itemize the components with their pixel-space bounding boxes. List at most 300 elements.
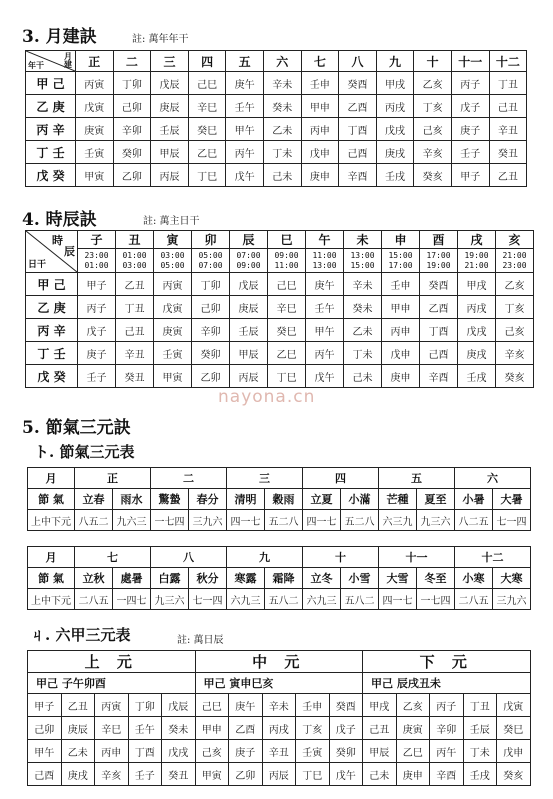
solar-term: 大寒 bbox=[493, 568, 531, 589]
solar-term: 處暑 bbox=[113, 568, 151, 589]
table-cell: 丁巳 bbox=[296, 763, 330, 786]
table-cell: 癸亥 bbox=[414, 164, 452, 187]
hour-table bbox=[25, 230, 534, 388]
table-cell: 乙未 bbox=[344, 319, 382, 342]
solar-term: 立秋 bbox=[75, 568, 113, 589]
table-cell: 乙丑 bbox=[489, 164, 527, 187]
table-cell: 丙戌 bbox=[458, 296, 496, 319]
solar-term: 小雪 bbox=[341, 568, 379, 589]
table-cell: 丁丑 bbox=[116, 296, 154, 319]
table-cell: 戊辰 bbox=[162, 694, 196, 717]
table-cell: 癸未 bbox=[263, 95, 301, 118]
table-cell: 庚午 bbox=[226, 72, 264, 95]
sanyuan-number: 九六三 bbox=[113, 510, 151, 531]
solar-term: 立冬 bbox=[303, 568, 341, 589]
subsection-note-sixjia: 註: 萬日辰 bbox=[177, 635, 224, 646]
table-cell: 庚辰 bbox=[230, 296, 268, 319]
table-cell: 丙午 bbox=[226, 141, 264, 164]
table-cell: 辛巳 bbox=[95, 717, 129, 740]
table-row bbox=[26, 95, 527, 118]
month-table bbox=[25, 50, 527, 187]
row-label: 丙 辛 bbox=[26, 319, 78, 342]
table-cell: 丙寅 bbox=[95, 694, 129, 717]
time-range: 11:00 13:00 bbox=[306, 249, 344, 273]
table-cell: 丁亥 bbox=[296, 717, 330, 740]
table-cell: 己未 bbox=[344, 365, 382, 388]
table-cell: 甲申 bbox=[382, 296, 420, 319]
table-row bbox=[26, 118, 527, 141]
table-cell: 辛卯 bbox=[430, 717, 464, 740]
month-header: 正 bbox=[76, 51, 114, 72]
table-cell: 癸巳 bbox=[268, 319, 306, 342]
time-range: 05:00 07:00 bbox=[192, 249, 230, 273]
table-cell: 乙卯 bbox=[192, 365, 230, 388]
table-cell: 辛未 bbox=[262, 694, 296, 717]
table-cell: 辛亥 bbox=[95, 763, 129, 786]
table-cell: 甲辰 bbox=[151, 141, 189, 164]
month-header: 四 bbox=[303, 468, 379, 489]
table-cell: 甲戌 bbox=[363, 694, 397, 717]
table-cell: 癸巳 bbox=[188, 118, 226, 141]
sanyuan-number: 五八二 bbox=[265, 589, 303, 610]
table-cell: 丁丑 bbox=[489, 72, 527, 95]
time-range: 21:00 23:00 bbox=[496, 249, 534, 273]
table-cell: 辛巳 bbox=[268, 296, 306, 319]
month-header: 四 bbox=[188, 51, 226, 72]
table-cell: 己酉 bbox=[339, 141, 377, 164]
table-cell: 己丑 bbox=[116, 319, 154, 342]
month-header: 正 bbox=[75, 468, 151, 489]
yuan-subheader: 甲己 寅申巳亥 bbox=[195, 673, 363, 694]
yuan-header: 中 元 bbox=[195, 651, 363, 673]
time-range: 23:00 01:00 bbox=[78, 249, 116, 273]
table-cell: 丙戌 bbox=[376, 95, 414, 118]
table-cell: 庚申 bbox=[396, 763, 430, 786]
time-range: 03:00 05:00 bbox=[154, 249, 192, 273]
table-cell: 丁酉 bbox=[339, 118, 377, 141]
table-row bbox=[28, 694, 531, 717]
hour-header: 亥 bbox=[496, 231, 534, 249]
table-row bbox=[26, 273, 534, 296]
sanyuan-number: 五二八 bbox=[265, 510, 303, 531]
solar-term: 芒種 bbox=[379, 489, 417, 510]
table-row bbox=[26, 365, 534, 388]
table-cell: 壬戌 bbox=[463, 763, 497, 786]
month-header: 七 bbox=[75, 547, 151, 568]
sanyuan-number: 五二八 bbox=[341, 510, 379, 531]
table-cell: 癸酉 bbox=[339, 72, 377, 95]
table-cell: 乙亥 bbox=[496, 273, 534, 296]
sanyuan-number: 五八二 bbox=[341, 589, 379, 610]
table-cell: 丙午 bbox=[306, 342, 344, 365]
month-header: 二 bbox=[151, 468, 227, 489]
time-range: 19:00 21:00 bbox=[458, 249, 496, 273]
table-cell: 甲戌 bbox=[376, 72, 414, 95]
row-label: 丁 壬 bbox=[26, 141, 76, 164]
table-cell: 丙戌 bbox=[262, 717, 296, 740]
month-header: 三 bbox=[227, 468, 303, 489]
table-cell: 辛酉 bbox=[420, 365, 458, 388]
table-row bbox=[26, 164, 527, 187]
table-cell: 戊戌 bbox=[376, 118, 414, 141]
month-header: 十一 bbox=[451, 51, 489, 72]
table-cell: 癸丑 bbox=[489, 141, 527, 164]
table-cell: 己丑 bbox=[363, 717, 397, 740]
table-cell: 丁巳 bbox=[188, 164, 226, 187]
jieqi-table-2 bbox=[27, 546, 531, 610]
table-cell: 壬戌 bbox=[458, 365, 496, 388]
table-cell: 辛酉 bbox=[430, 763, 464, 786]
solar-term: 大暑 bbox=[493, 489, 531, 510]
sanyuan-number: 八五二 bbox=[75, 510, 113, 531]
table-cell: 丙辰 bbox=[151, 164, 189, 187]
solar-term: 大雪 bbox=[379, 568, 417, 589]
solar-term: 雨水 bbox=[113, 489, 151, 510]
table-cell: 庚辰 bbox=[151, 95, 189, 118]
table-cell: 辛亥 bbox=[496, 342, 534, 365]
month-header: 八 bbox=[151, 547, 227, 568]
table-cell: 己亥 bbox=[195, 740, 229, 763]
row-label-sanyuan: 上中下元 bbox=[28, 510, 75, 531]
table-cell: 丙子 bbox=[451, 72, 489, 95]
month-header: 七 bbox=[301, 51, 339, 72]
table-cell: 壬寅 bbox=[76, 141, 114, 164]
table-cell: 丁亥 bbox=[414, 95, 452, 118]
jieqi-table-1 bbox=[27, 467, 531, 531]
time-range: 07:00 09:00 bbox=[230, 249, 268, 273]
hour-header: 辰 bbox=[230, 231, 268, 249]
row-label-sanyuan: 上中下元 bbox=[28, 589, 75, 610]
solar-term: 春分 bbox=[189, 489, 227, 510]
row-label: 甲 己 bbox=[26, 273, 78, 296]
table-cell: 辛巳 bbox=[188, 95, 226, 118]
time-range: 17:00 19:00 bbox=[420, 249, 458, 273]
table-cell: 甲申 bbox=[195, 717, 229, 740]
table-cell: 乙亥 bbox=[414, 72, 452, 95]
table-cell: 辛丑 bbox=[489, 118, 527, 141]
row-label: 戊 癸 bbox=[26, 164, 76, 187]
month-header: 六 bbox=[263, 51, 301, 72]
table-cell: 庚午 bbox=[229, 694, 263, 717]
table-cell: 辛卯 bbox=[192, 319, 230, 342]
table-cell: 壬辰 bbox=[230, 319, 268, 342]
hour-header: 巳 bbox=[268, 231, 306, 249]
sanyuan-number: 一七四 bbox=[151, 510, 189, 531]
solar-term: 小暑 bbox=[455, 489, 493, 510]
table-cell: 丁卯 bbox=[192, 273, 230, 296]
table-cell: 戊子 bbox=[78, 319, 116, 342]
table-cell: 辛卯 bbox=[113, 118, 151, 141]
month-header: 六 bbox=[455, 468, 531, 489]
table-cell: 戊申 bbox=[301, 141, 339, 164]
table-cell: 戊辰 bbox=[230, 273, 268, 296]
table-cell: 丁卯 bbox=[113, 72, 151, 95]
table-cell: 癸亥 bbox=[496, 365, 534, 388]
solar-term: 清明 bbox=[227, 489, 265, 510]
subsection-title-sixjia: ㄐ. 六甲三元表 bbox=[30, 626, 131, 644]
time-range: 09:00 11:00 bbox=[268, 249, 306, 273]
table-cell: 戊辰 bbox=[151, 72, 189, 95]
sanyuan-number: 六九三 bbox=[227, 589, 265, 610]
sanyuan-number: 四一七 bbox=[379, 589, 417, 610]
yuan-subheader: 甲己 辰戌丑未 bbox=[363, 673, 531, 694]
table-cell: 己酉 bbox=[28, 763, 62, 786]
table-cell: 己丑 bbox=[489, 95, 527, 118]
table-cell: 癸卯 bbox=[192, 342, 230, 365]
section-title-jieqi: 5. 節氣三元訣 bbox=[22, 418, 131, 438]
table-cell: 甲寅 bbox=[76, 164, 114, 187]
table-cell: 壬午 bbox=[128, 717, 162, 740]
month-header: 八 bbox=[339, 51, 377, 72]
table-cell: 庚子 bbox=[229, 740, 263, 763]
table-cell: 丁丑 bbox=[463, 694, 497, 717]
table-cell: 甲寅 bbox=[154, 365, 192, 388]
table-cell: 癸亥 bbox=[497, 763, 531, 786]
table-cell: 己亥 bbox=[414, 118, 452, 141]
sanyuan-number: 九三六 bbox=[151, 589, 189, 610]
table-cell: 壬戌 bbox=[376, 164, 414, 187]
table-cell: 甲辰 bbox=[363, 740, 397, 763]
table-cell: 庚子 bbox=[451, 118, 489, 141]
table-cell: 乙酉 bbox=[229, 717, 263, 740]
table-cell: 庚子 bbox=[78, 342, 116, 365]
solar-term: 夏至 bbox=[417, 489, 455, 510]
table-cell: 戊午 bbox=[329, 763, 363, 786]
month-header: 五 bbox=[226, 51, 264, 72]
table-cell: 癸丑 bbox=[162, 763, 196, 786]
section-note-month: 註: 萬年年干 bbox=[132, 34, 189, 45]
table-cell: 己酉 bbox=[420, 342, 458, 365]
row-label: 乙 庚 bbox=[26, 95, 76, 118]
hour-header: 未 bbox=[344, 231, 382, 249]
table-row bbox=[26, 296, 534, 319]
sanyuan-number: 六九三 bbox=[303, 589, 341, 610]
table-cell: 庚寅 bbox=[76, 118, 114, 141]
table-cell: 庚戌 bbox=[458, 342, 496, 365]
month-header: 二 bbox=[113, 51, 151, 72]
table-cell: 壬午 bbox=[226, 95, 264, 118]
sanyuan-number: 八二五 bbox=[455, 510, 493, 531]
table-cell: 壬辰 bbox=[463, 717, 497, 740]
row-label: 甲 己 bbox=[26, 72, 76, 95]
hour-header: 丑 bbox=[116, 231, 154, 249]
table-cell: 庚申 bbox=[301, 164, 339, 187]
table-cell: 乙亥 bbox=[396, 694, 430, 717]
subsection-title-jieqi: ト. 節氣三元表 bbox=[34, 443, 135, 461]
time-range: 15:00 17:00 bbox=[382, 249, 420, 273]
solar-term: 霜降 bbox=[265, 568, 303, 589]
table-cell: 丁酉 bbox=[128, 740, 162, 763]
hour-header: 酉 bbox=[420, 231, 458, 249]
table-row bbox=[26, 319, 534, 342]
table-cell: 甲戌 bbox=[458, 273, 496, 296]
row-label-jieqi: 節 氣 bbox=[28, 568, 75, 589]
table-row bbox=[28, 763, 531, 786]
solar-term: 驚蟄 bbox=[151, 489, 189, 510]
watermark: nayona.cn bbox=[218, 387, 316, 407]
table-corner: 月 建 年干 bbox=[26, 51, 76, 72]
table-cell: 庚戌 bbox=[376, 141, 414, 164]
solar-term: 冬至 bbox=[417, 568, 455, 589]
table-cell: 己亥 bbox=[496, 319, 534, 342]
table-cell: 乙巳 bbox=[396, 740, 430, 763]
table-row bbox=[28, 717, 531, 740]
table-cell: 乙巳 bbox=[188, 141, 226, 164]
row-label-jieqi: 節 氣 bbox=[28, 489, 75, 510]
hour-header: 午 bbox=[306, 231, 344, 249]
table-cell: 甲寅 bbox=[195, 763, 229, 786]
table-cell: 丁未 bbox=[344, 342, 382, 365]
table-cell: 乙巳 bbox=[268, 342, 306, 365]
solar-term: 穀雨 bbox=[265, 489, 303, 510]
table-cell: 辛酉 bbox=[339, 164, 377, 187]
sanyuan-number: 一七四 bbox=[417, 589, 455, 610]
table-cell: 丙午 bbox=[430, 740, 464, 763]
table-row bbox=[26, 342, 534, 365]
table-cell: 辛丑 bbox=[116, 342, 154, 365]
table-cell: 丁未 bbox=[263, 141, 301, 164]
table-cell: 己卯 bbox=[28, 717, 62, 740]
table-cell: 癸酉 bbox=[329, 694, 363, 717]
hour-header: 子 bbox=[78, 231, 116, 249]
sixjia-table bbox=[27, 650, 531, 786]
table-cell: 乙卯 bbox=[113, 164, 151, 187]
table-cell: 甲午 bbox=[306, 319, 344, 342]
table-cell: 丁亥 bbox=[496, 296, 534, 319]
table-cell: 丙申 bbox=[301, 118, 339, 141]
solar-term: 寒露 bbox=[227, 568, 265, 589]
table-cell: 丙申 bbox=[95, 740, 129, 763]
hour-header: 卯 bbox=[192, 231, 230, 249]
table-cell: 戊午 bbox=[226, 164, 264, 187]
month-header: 五 bbox=[379, 468, 455, 489]
table-cell: 乙未 bbox=[263, 118, 301, 141]
hour-header: 戌 bbox=[458, 231, 496, 249]
sanyuan-number: 三九六 bbox=[493, 589, 531, 610]
table-cell: 甲子 bbox=[78, 273, 116, 296]
solar-term: 立夏 bbox=[303, 489, 341, 510]
sanyuan-number: 二八五 bbox=[455, 589, 493, 610]
table-cell: 己巳 bbox=[188, 72, 226, 95]
table-cell: 庚申 bbox=[382, 365, 420, 388]
section-title-hour: 4. 時辰訣 bbox=[22, 210, 97, 230]
table-row bbox=[26, 141, 527, 164]
table-cell: 癸丑 bbox=[116, 365, 154, 388]
table-cell: 戊午 bbox=[306, 365, 344, 388]
month-header: 九 bbox=[376, 51, 414, 72]
table-cell: 壬辰 bbox=[151, 118, 189, 141]
table-cell: 壬寅 bbox=[154, 342, 192, 365]
month-header: 十 bbox=[414, 51, 452, 72]
table-cell: 丙辰 bbox=[262, 763, 296, 786]
table-cell: 壬午 bbox=[306, 296, 344, 319]
table-cell: 癸未 bbox=[162, 717, 196, 740]
yuan-header: 上 元 bbox=[28, 651, 196, 673]
table-cell: 甲午 bbox=[226, 118, 264, 141]
table-cell: 庚寅 bbox=[154, 319, 192, 342]
sanyuan-number: 六三九 bbox=[379, 510, 417, 531]
table-cell: 乙丑 bbox=[61, 694, 95, 717]
sanyuan-number: 七一四 bbox=[189, 589, 227, 610]
table-corner: 時 辰 日干 bbox=[26, 231, 78, 273]
table-cell: 丙子 bbox=[78, 296, 116, 319]
table-cell: 丁巳 bbox=[268, 365, 306, 388]
sanyuan-number: 四一七 bbox=[303, 510, 341, 531]
table-cell: 戊戌 bbox=[458, 319, 496, 342]
table-cell: 己卯 bbox=[113, 95, 151, 118]
table-cell: 丁酉 bbox=[420, 319, 458, 342]
table-cell: 壬申 bbox=[296, 694, 330, 717]
solar-term: 小滿 bbox=[341, 489, 379, 510]
sanyuan-number: 三九六 bbox=[189, 510, 227, 531]
table-cell: 甲子 bbox=[28, 694, 62, 717]
table-cell: 癸卯 bbox=[329, 740, 363, 763]
table-cell: 乙未 bbox=[61, 740, 95, 763]
table-cell: 戊子 bbox=[451, 95, 489, 118]
solar-term: 小寒 bbox=[455, 568, 493, 589]
table-cell: 丙申 bbox=[382, 319, 420, 342]
table-cell: 辛丑 bbox=[262, 740, 296, 763]
sanyuan-number: 九三六 bbox=[417, 510, 455, 531]
table-cell: 癸巳 bbox=[497, 717, 531, 740]
section-note-hour: 註: 萬主日干 bbox=[143, 216, 200, 227]
row-label: 丁 壬 bbox=[26, 342, 78, 365]
table-cell: 庚戌 bbox=[61, 763, 95, 786]
table-cell: 甲辰 bbox=[230, 342, 268, 365]
row-label: 乙 庚 bbox=[26, 296, 78, 319]
table-cell: 乙酉 bbox=[339, 95, 377, 118]
table-cell: 己巳 bbox=[195, 694, 229, 717]
table-cell: 癸未 bbox=[344, 296, 382, 319]
month-header: 十二 bbox=[489, 51, 527, 72]
table-cell: 辛未 bbox=[263, 72, 301, 95]
sanyuan-number: 一四七 bbox=[113, 589, 151, 610]
table-cell: 丁卯 bbox=[128, 694, 162, 717]
table-cell: 壬子 bbox=[451, 141, 489, 164]
table-cell: 戊申 bbox=[497, 740, 531, 763]
table-cell: 己未 bbox=[363, 763, 397, 786]
month-header: 十一 bbox=[379, 547, 455, 568]
month-header: 十二 bbox=[455, 547, 531, 568]
month-header: 三 bbox=[151, 51, 189, 72]
table-cell: 己卯 bbox=[192, 296, 230, 319]
table-cell: 乙酉 bbox=[420, 296, 458, 319]
time-range: 01:00 03:00 bbox=[116, 249, 154, 273]
month-header: 十 bbox=[303, 547, 379, 568]
solar-term: 白露 bbox=[151, 568, 189, 589]
table-cell: 戊申 bbox=[382, 342, 420, 365]
table-cell: 戊子 bbox=[329, 717, 363, 740]
section-title-month: 3. 月建訣 bbox=[22, 27, 97, 47]
table-cell: 辛未 bbox=[344, 273, 382, 296]
sanyuan-number: 四一七 bbox=[227, 510, 265, 531]
month-header: 九 bbox=[227, 547, 303, 568]
table-cell: 己巳 bbox=[268, 273, 306, 296]
table-cell: 甲子 bbox=[451, 164, 489, 187]
sanyuan-number: 二八五 bbox=[75, 589, 113, 610]
table-cell: 戊寅 bbox=[154, 296, 192, 319]
table-cell: 庚午 bbox=[306, 273, 344, 296]
row-label: 戊 癸 bbox=[26, 365, 78, 388]
hour-header: 申 bbox=[382, 231, 420, 249]
table-cell: 甲午 bbox=[28, 740, 62, 763]
hour-header: 寅 bbox=[154, 231, 192, 249]
table-cell: 壬寅 bbox=[296, 740, 330, 763]
table-cell: 乙丑 bbox=[116, 273, 154, 296]
table-cell: 癸酉 bbox=[420, 273, 458, 296]
table-cell: 己未 bbox=[263, 164, 301, 187]
table-cell: 丙子 bbox=[430, 694, 464, 717]
